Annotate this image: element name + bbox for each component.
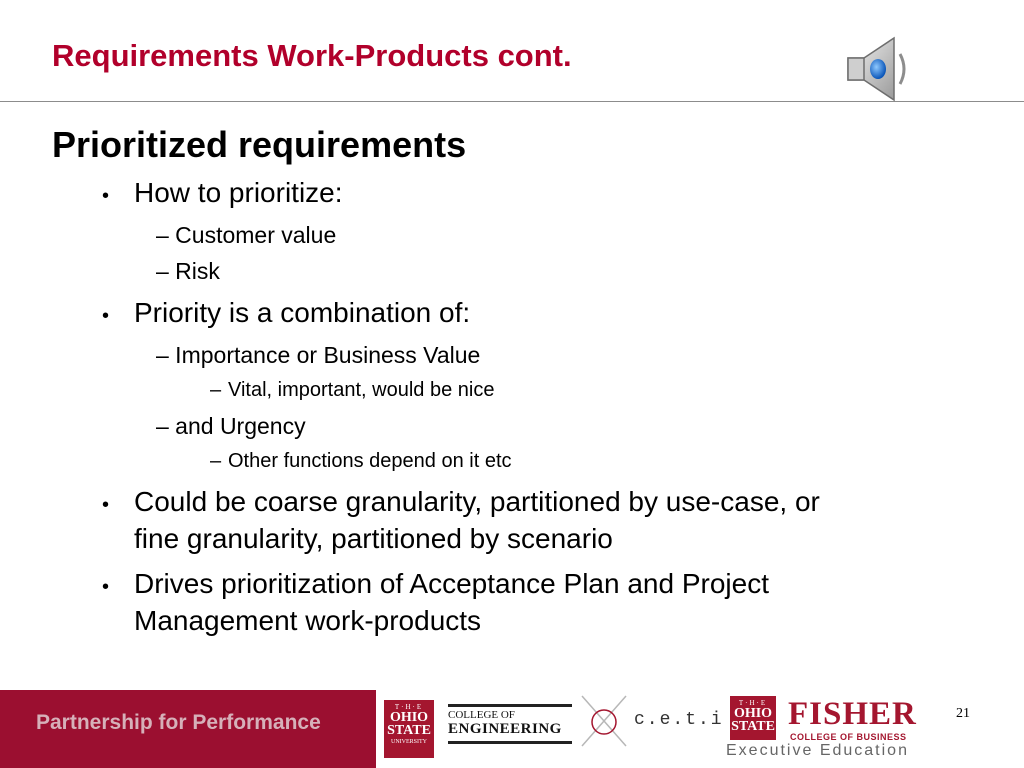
fisher-logo-subtitle: COLLEGE OF BUSINESS xyxy=(790,732,907,742)
sub-sub-dash: – xyxy=(210,379,222,401)
osu-logo-university: UNIVERSITY xyxy=(391,739,427,745)
speaker-icon[interactable] xyxy=(842,36,914,102)
slide-heading: Prioritized requirements xyxy=(52,124,467,165)
bullet-priority-combination: Priority is a combination of: xyxy=(134,297,471,328)
osu-logo-state: STATE xyxy=(387,723,431,738)
bullet-marker: • xyxy=(102,494,110,516)
sub-sub-bullet-dependencies: Other functions depend on it etc xyxy=(228,450,512,472)
sub-sub-dash: – xyxy=(210,450,222,472)
engineering-logo-line-1: COLLEGE OF xyxy=(448,709,515,721)
footer-tagline: Partnership for Performance xyxy=(36,711,321,734)
slide-footer xyxy=(0,690,1024,768)
osu-logo-small-ohio: OHIO xyxy=(733,706,773,721)
page-number: 21 xyxy=(956,706,970,721)
sub-bullet-urgency: – and Urgency xyxy=(156,413,306,439)
engineering-logo-line-2: ENGINEERING xyxy=(448,721,562,737)
footer-band xyxy=(0,690,376,768)
executive-education-label: Executive Education xyxy=(726,742,909,759)
osu-logo-small xyxy=(730,696,776,740)
sub-bullet-importance: – Importance or Business Value xyxy=(156,342,481,368)
bullet-granularity-line-1: Could be coarse granularity, partitioned by use-case, or xyxy=(134,486,820,517)
bullet-marker: • xyxy=(102,185,110,207)
bullet-drives-line-1: Drives prioritization of Acceptance Plan and Project xyxy=(134,568,769,599)
sub-bullet-customer-value: – Customer value xyxy=(156,222,337,248)
sub-bullet-risk: – Risk xyxy=(156,258,220,284)
osu-logo-ohio: OHIO xyxy=(389,710,429,725)
bullet-drives-line-2: Management work-products xyxy=(134,605,482,636)
bullet-marker: • xyxy=(102,576,110,598)
ceti-logo-text: c.e.t.i xyxy=(634,710,724,730)
bullet-how-to-prioritize: How to prioritize: xyxy=(134,177,343,208)
slide-title: Requirements Work-Products cont. xyxy=(52,38,572,73)
engineering-logo xyxy=(448,704,572,744)
bullet-granularity-line-2: fine granularity, partitioned by scenario xyxy=(134,523,613,554)
osu-logo-small-top: T·H·E xyxy=(738,699,768,707)
osu-logo-top: T·H·E xyxy=(394,703,424,711)
bullet-marker: • xyxy=(102,305,110,327)
fisher-logo: FISHER xyxy=(788,696,917,732)
osu-logo-small-state: STATE xyxy=(731,719,775,734)
ceti-logo-icon xyxy=(578,692,630,750)
sub-sub-bullet-vital: Vital, important, would be nice xyxy=(228,379,495,401)
osu-logo xyxy=(384,700,434,758)
